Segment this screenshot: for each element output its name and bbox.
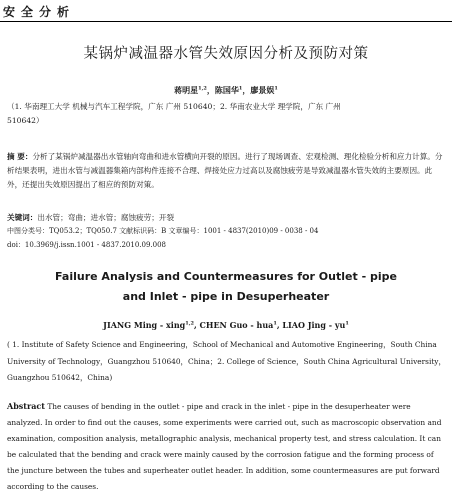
author-name: , LIAO Jing - yu — [276, 320, 346, 330]
affiliation-cn-line1: （1. 华南理工大学 机械与汽车工程学院，广东 广州 510640；2. 华南农业大学 理学院，广东 广州 — [7, 102, 341, 111]
section-header: 安全分析 — [3, 5, 76, 19]
classification-line: 中图分类号：TQ053.2；TQ050.7 文献标识码：B 文章编号：1001 - 4837(2010)09 - 0038 - 04 — [7, 227, 319, 235]
keywords-cn — [7, 212, 174, 223]
abstract-cn — [7, 150, 447, 192]
author-sup: 1 — [345, 320, 349, 327]
keywords-cn-text: 出水管；弯曲；进水管；腐蚀疲劳；开裂 — [37, 213, 175, 222]
abstract-cn-text: 分析了某锅炉减温器出水管轴向弯曲和进水管横向开裂的原因。进行了现场调查、宏观检测、理化检验分析和应力计算。分析结果表明，进出水管与减温器集箱内部构件连接不合理、焊接处应力过高以及腐蚀疲劳是导致减温器水管失效的主要原因。此外，还提出失效原因提出了相应的预防对策。 — [7, 152, 443, 189]
abstract-en-text: The causes of bending in the outlet - pipe and crack in the inlet - pipe in the desuperheater were analyzed. In order to find out the causes, some experiments were carried out, such as macroscopic observation and examination, composition analysis, metallographic analysis, mechanical property test, and stress calculation. It can be calculated that the bending and crack were mainly caused by the corrosion fatigue and the forming process of the juncture between the tubes and superheater outlet header. In addition, some countermeasures are put forward according to the causes. — [7, 402, 442, 491]
header-rule — [0, 21, 452, 22]
paper-title-en-line1: Failure Analysis and Countermeasures for Outlet - pipe — [55, 270, 397, 283]
abstract-en — [7, 398, 447, 495]
authors-cn — [0, 85, 452, 96]
affiliation-cn-line2: 510642） — [7, 116, 44, 125]
author-sup: 1 — [274, 85, 278, 92]
abstract-en-label: Abstract — [7, 401, 45, 411]
author-name: ，廖景娱 — [242, 85, 275, 95]
author-sup: 1 — [273, 320, 277, 327]
paper-title-en-line2: and Inlet - pipe in Desuperheater — [122, 290, 330, 303]
author-sup: 1,2 — [198, 85, 207, 92]
doi-line: doi：10.3969/j.issn.1001 - 4837.2010.09.008 — [7, 241, 166, 249]
keywords-cn-label: 关键词： — [7, 213, 38, 222]
author-name: , CHEN Guo - hua — [193, 320, 274, 330]
paper-title-cn: 某锅炉减温器水管失效原因分析及预防对策 — [83, 46, 369, 62]
author-sup: 1 — [238, 85, 243, 92]
author-name: ，陈国华 — [206, 85, 239, 95]
author-sup: 1,2 — [185, 320, 194, 327]
abstract-cn-label: 摘 要： — [7, 152, 33, 161]
author-name: 蒋明星 — [174, 85, 199, 95]
author-name: JIANG Ming - xing — [103, 320, 186, 330]
authors-en — [0, 320, 452, 330]
affiliation-en: ( 1. Institute of Safety Science and Engineering，School of Mechanical and Automotive Engineering，South China University of Technology，Guangzhou 510640，China；2. College of Science，South China Agricultural University，Guangzhou 510642，China) — [7, 340, 446, 382]
